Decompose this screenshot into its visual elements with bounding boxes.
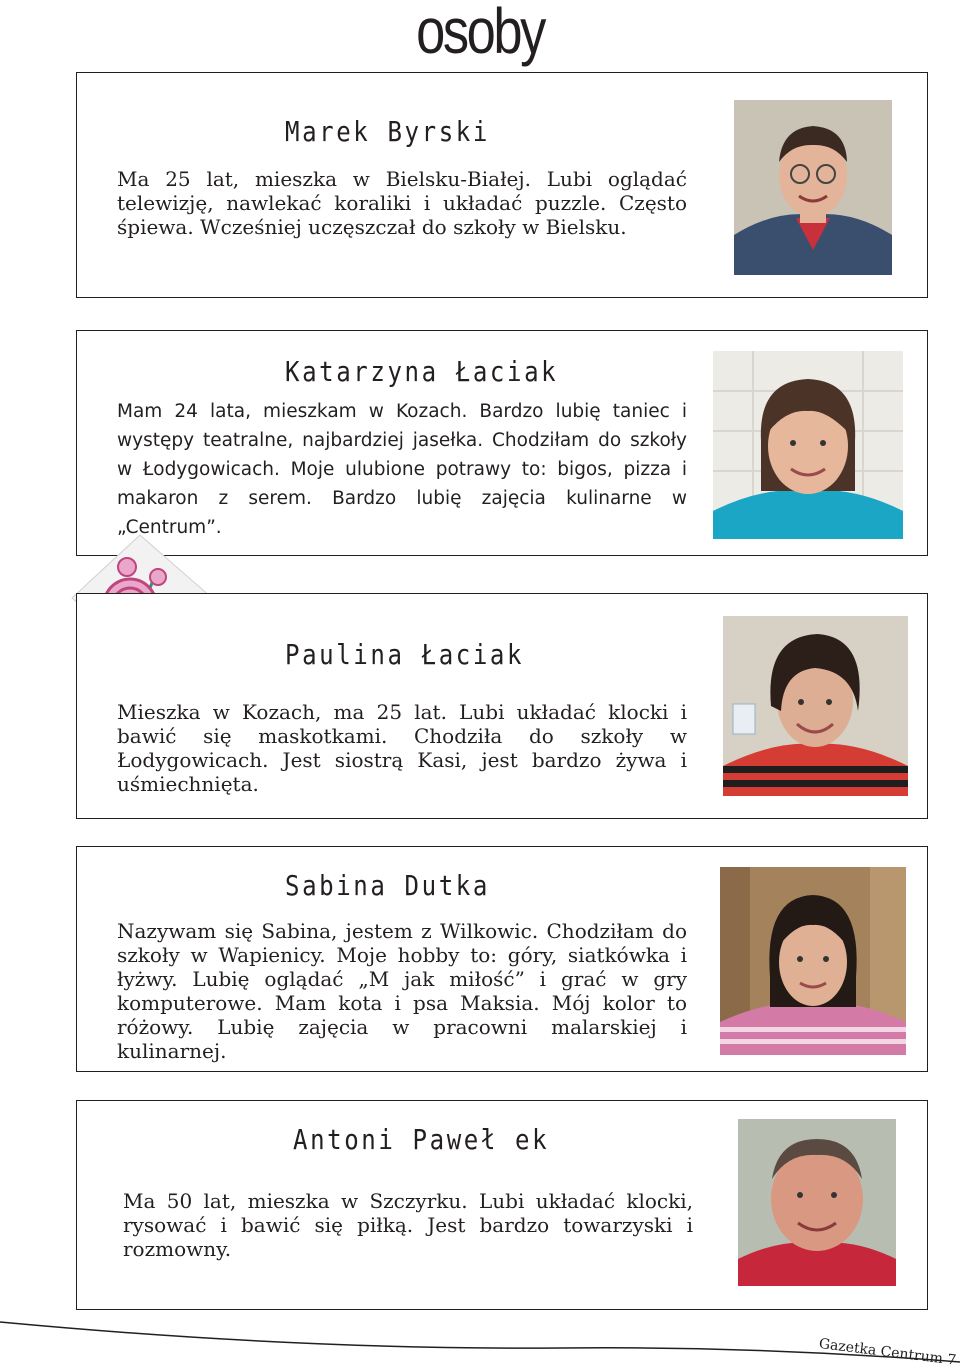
portrait-graphic: [738, 1119, 896, 1286]
person-card-katarzyna: [76, 330, 928, 556]
person-card-antoni: [76, 1100, 928, 1310]
person-name: Antoni Paweł ek: [293, 1123, 550, 1156]
person-name: Sabina Dutka: [285, 869, 490, 902]
person-description: Ma 50 lat, mieszka w Szczyrku. Lubi układać klocki, rysować i bawić się piłką. Jest bardzo towarzyski i rozmowny.: [123, 1189, 693, 1261]
footer-page-label: Gazetka Centrum 7: [818, 1336, 958, 1369]
person-card-paulina: [76, 593, 928, 819]
portrait-graphic: [734, 100, 892, 275]
person-card-sabina: [76, 846, 928, 1072]
person-photo: [734, 100, 892, 275]
person-name: Marek Byrski: [285, 115, 490, 148]
person-photo: [738, 1119, 896, 1286]
portrait-graphic: [720, 867, 906, 1055]
footer-wave-line: [0, 1310, 960, 1369]
person-photo: [713, 351, 903, 539]
person-description: Nazywam się Sabina, jestem z Wilkowic. Chodziłam do szkoły w Wapienicy. Moje hobby to: góry, siatkówka i łyżwy. Lubię oglądać „M jak miłość” i grać w gry komputerowe. Mam kota i psa Maksia. Mój kolor to różowy. Lubię zajęcia w pracowni malarskiej i kulinarnej.: [117, 919, 687, 1063]
person-card-marek: [76, 72, 928, 298]
portrait-graphic: [713, 351, 903, 539]
person-name: Paulina Łaciak: [285, 638, 525, 671]
portrait-graphic: [723, 616, 908, 796]
person-description: Mieszka w Kozach, ma 25 lat. Lubi układać klocki i bawić się maskotkami. Chodziła do szkoły w Łodygowicach. Jest siostrą Kasi, jest bardzo żywa i uśmiechnięta.: [117, 700, 687, 796]
person-photo: [720, 867, 906, 1055]
person-photo: [723, 616, 908, 796]
person-description: Ma 25 lat, mieszka w Bielsku-Białej. Lubi oglądać telewizję, nawlekać koraliki i układać puzzle. Często śpiewa. Wcześniej uczęszczał do szkoły w Bielsku.: [117, 167, 687, 239]
page-title: osoby: [416, 0, 544, 67]
person-name: Katarzyna Łaciak: [285, 355, 559, 388]
person-description: Mam 24 lata, mieszkam w Kozach. Bardzo lubię taniec i występy teatralne, najbardziej jasełka. Chodziłam do szkoły w Łodygowicach. Moje ulubione potrawy to: bigos, pizza i makaron z serem. Bardzo lubię zajęcia kulinarne w „Centrum”.: [117, 401, 687, 538]
